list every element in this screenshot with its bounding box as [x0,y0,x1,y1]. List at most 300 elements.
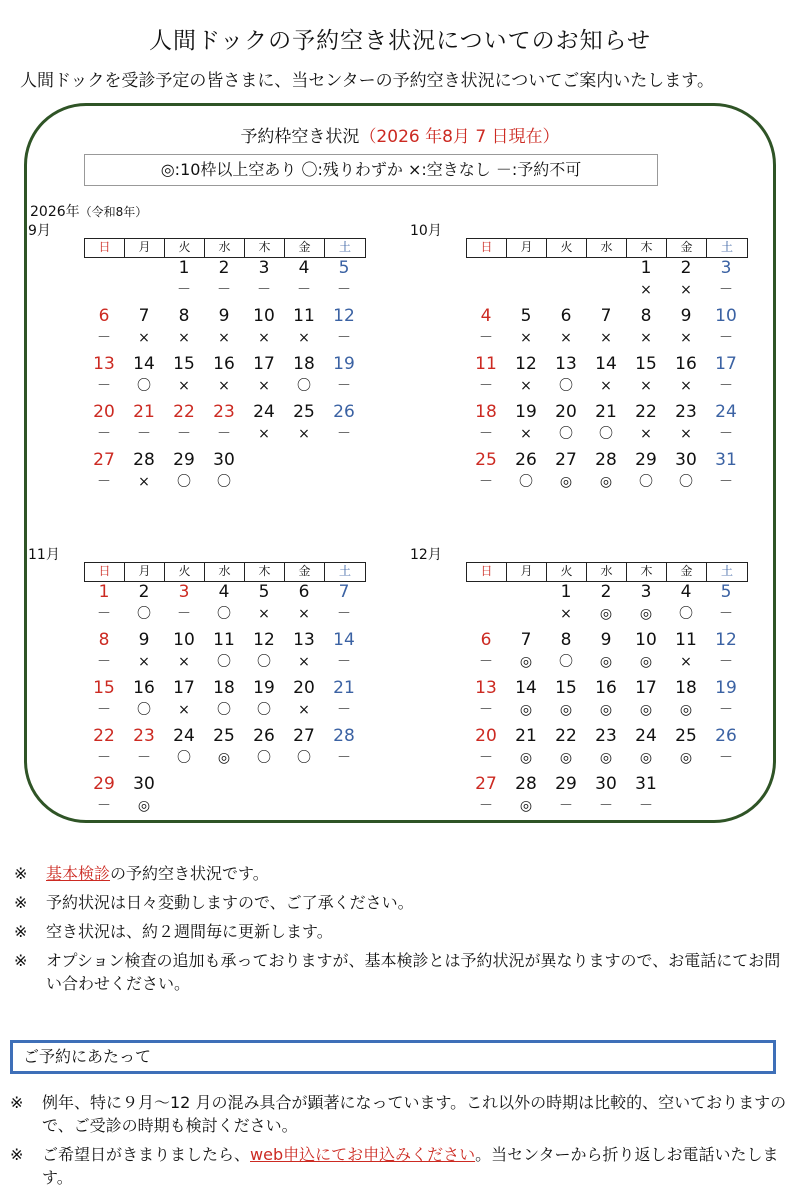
calendar-day [244,258,284,306]
calendar-day [84,354,124,402]
day-number: 15 [635,354,657,374]
day-number: 17 [715,354,737,374]
day-number: 7 [520,630,532,650]
availability-mark: － [479,474,493,490]
calendar-day [706,258,746,306]
day-number: 24 [715,402,737,422]
weekday-header-cell: 木 [627,563,667,581]
calendar-week [84,258,364,306]
day-number: 24 [253,402,275,422]
availability-mark: × [298,426,310,442]
weekday-header-cell: 木 [245,239,285,257]
note-mark: ※ [14,864,28,883]
calendar-day [586,354,626,402]
calendar-day [284,306,324,354]
calendar-day [324,402,364,450]
availability-mark: × [680,426,692,442]
note-text: 空き状況は、約２週間毎に更新します。 [46,922,333,941]
calendar-day [706,726,746,774]
day-number: 18 [675,678,697,698]
calendar-week [84,306,364,354]
day-number: 8 [640,306,652,326]
calendar-day [586,630,626,678]
availability-mark: × [258,426,270,442]
year-label [30,201,147,221]
availability-mark: － [97,654,111,670]
note-text [46,862,269,885]
day-number: 4 [298,258,310,278]
calendar-day [204,582,244,630]
availability-mark: × [600,330,612,346]
calendar-day [666,258,706,306]
calendar-day [244,402,284,450]
calendar-day [626,354,666,402]
calendar-day [666,450,706,498]
calendar-day [84,726,124,774]
calendar-day [586,582,626,630]
calendar-day [626,726,666,774]
day-number: 13 [475,678,497,698]
availability-mark: － [177,282,191,298]
day-number: 3 [258,258,270,278]
day-number: 25 [293,402,315,422]
calendar-empty-cell [324,450,364,498]
calendar-empty-cell [324,774,364,822]
availability-mark: × [520,378,532,394]
calendar-day [506,450,546,498]
day-number: 17 [253,354,275,374]
availability-mark: － [479,798,493,814]
note-mark: ※ [14,951,28,970]
day-number: 24 [635,726,657,746]
calendar-day [244,678,284,726]
calendar-empty-cell [466,258,506,306]
availability-mark: － [177,426,191,442]
day-number: 15 [555,678,577,698]
calendar-week [466,354,746,402]
day-number: 7 [138,306,150,326]
weekday-header-cell: 火 [165,239,205,257]
day-number: 24 [173,726,195,746]
availability-mark: × [178,330,190,346]
calendar-day [586,306,626,354]
calendar-empty-cell [124,258,164,306]
calendar-day [324,630,364,678]
calendar-day [626,306,666,354]
calendar-day [324,678,364,726]
calendar-day [164,678,204,726]
day-number: 8 [98,630,110,650]
day-number: 20 [555,402,577,422]
day-number: 26 [333,402,355,422]
calendar-day [204,450,244,498]
availability-mark: － [337,750,351,766]
availability-mark: × [640,378,652,394]
availability-mark: － [137,750,151,766]
day-number: 30 [213,450,235,470]
calendar-week [84,450,364,498]
day-number: 10 [635,630,657,650]
availability-mark: － [337,702,351,718]
availability-mark: － [719,654,733,670]
calendar-day [546,726,586,774]
availability-mark: 〇 [137,606,151,622]
availability-mark: × [178,702,190,718]
day-number: 21 [595,402,617,422]
note-text: オプション検査の追加も承っておりますが、基本検診とは予約状況が異なりますので、お電話にてお問い合わせください。 [46,951,781,993]
page-title: 人間ドックの予約空き状況についてのお知らせ [149,28,651,54]
day-number: 17 [635,678,657,698]
day-number: 3 [640,582,652,602]
availability-mark: － [719,282,733,298]
calendar-week [466,678,746,726]
calendar-grid [84,258,364,498]
calendar-day [324,582,364,630]
calendar-empty-cell [506,258,546,306]
calendar-day [586,402,626,450]
availability-mark: 〇 [519,474,533,490]
day-number: 28 [515,774,537,794]
day-number: 20 [475,726,497,746]
availability-mark: ◎ [599,702,613,718]
calendar-week [84,402,364,450]
day-number: 31 [635,774,657,794]
availability-mark: － [177,606,191,622]
day-number: 11 [293,306,315,326]
calendar-empty-cell [466,582,506,630]
calendar-day [84,582,124,630]
day-number: 11 [213,630,235,650]
day-number: 18 [475,402,497,422]
day-number: 6 [560,306,572,326]
weekday-header-cell: 日 [467,563,507,581]
weekday-header-cell: 木 [245,563,285,581]
availability-mark: － [257,282,271,298]
status-prefix: 予約枠空き状況 [240,127,360,147]
availability-mark: ◎ [137,798,151,814]
availability-mark: ◎ [639,606,653,622]
availability-mark: － [337,426,351,442]
day-number: 5 [338,258,350,278]
day-number: 18 [213,678,235,698]
day-number: 10 [253,306,275,326]
availability-mark: － [337,378,351,394]
availability-mark: － [639,798,653,814]
availability-mark: × [560,606,572,622]
calendar-week [84,582,364,630]
day-number: 3 [178,582,190,602]
calendar-day [506,630,546,678]
availability-mark: × [298,606,310,622]
weekday-header-cell: 火 [547,563,587,581]
calendar-day [466,774,506,822]
day-number: 29 [635,450,657,470]
calendar-day [84,450,124,498]
month-label: 10月 [410,223,442,239]
calendar-empty-cell [84,258,124,306]
calendar-day [164,258,204,306]
availability-mark: － [97,798,111,814]
basic-checkup-link[interactable]: 基本検診 [46,864,111,883]
calendar-day [244,630,284,678]
availability-mark: － [97,378,111,394]
availability-mark: ◎ [519,702,533,718]
availability-mark: － [337,654,351,670]
day-number: 16 [213,354,235,374]
calendar-empty-cell [546,258,586,306]
calendar-day [204,258,244,306]
weekday-header-cell: 水 [587,563,627,581]
day-number: 16 [675,354,697,374]
day-number: 22 [635,402,657,422]
day-number: 4 [480,306,492,326]
availability-mark: × [680,282,692,298]
note-text [42,1143,795,1189]
day-number: 20 [93,402,115,422]
calendar-grid [466,258,746,498]
availability-mark: ◎ [519,654,533,670]
calendar-day [466,306,506,354]
notes-list [14,862,794,1001]
calendar-day [124,774,164,822]
day-number: 1 [98,582,110,602]
availability-mark: ◎ [519,798,533,814]
day-number: 9 [600,630,612,650]
availability-mark: × [258,330,270,346]
availability-mark: ◎ [679,702,693,718]
availability-mark: ◎ [639,750,653,766]
day-number: 29 [173,450,195,470]
day-number: 5 [520,306,532,326]
availability-mark: × [298,330,310,346]
weekday-header-cell: 金 [667,563,707,581]
calendar-empty-cell [666,774,706,822]
availability-mark: ◎ [559,750,573,766]
day-number: 31 [715,450,737,470]
weekday-header-cell: 月 [125,563,165,581]
calendar-week [84,354,364,402]
calendar-empty-cell [244,774,284,822]
weekday-header-cell: 木 [627,239,667,257]
calendar-day [586,726,626,774]
day-number: 25 [675,726,697,746]
availability-mark: 〇 [559,654,573,670]
day-number: 19 [715,678,737,698]
day-number: 28 [595,450,617,470]
availability-mark: × [520,330,532,346]
availability-mark: 〇 [639,474,653,490]
calendar-day [124,402,164,450]
availability-mark: － [97,702,111,718]
calendar-day [546,630,586,678]
availability-mark: 〇 [257,654,271,670]
calendar-day [124,306,164,354]
day-number: 14 [515,678,537,698]
note-item [14,949,794,995]
calendar-day [244,306,284,354]
day-number: 23 [133,726,155,746]
weekday-header-cell: 土 [720,240,733,254]
availability-mark: － [97,474,111,490]
day-number: 28 [333,726,355,746]
availability-mark: 〇 [599,426,613,442]
weekday-header [466,238,748,258]
availability-mark: － [337,282,351,298]
availability-mark: 〇 [559,378,573,394]
calendar-week [466,306,746,354]
day-number: 14 [333,630,355,650]
note-mark: ※ [10,1145,24,1164]
calendar-day [506,306,546,354]
availability-mark: ◎ [639,654,653,670]
availability-mark: ◎ [639,702,653,718]
availability-mark: × [640,426,652,442]
year-text: 2026年 [30,204,80,220]
day-number: 25 [213,726,235,746]
availability-mark: － [719,426,733,442]
day-number: 13 [293,630,315,650]
calendar-week [466,450,746,498]
calendar-day [84,306,124,354]
day-number: 30 [595,774,617,794]
note-mark: ※ [14,922,28,941]
web-application-link[interactable]: web申込にてお申込みください [250,1145,476,1164]
reservation-notes [10,1091,795,1195]
calendar-day [506,678,546,726]
availability-mark: × [680,330,692,346]
calendar-day [546,354,586,402]
calendar-day [324,306,364,354]
day-number: 4 [218,582,230,602]
day-number: 6 [298,582,310,602]
weekday-header [466,562,748,582]
calendar-day [626,258,666,306]
day-number: 21 [133,402,155,422]
availability-mark: ◎ [559,702,573,718]
day-number: 27 [93,450,115,470]
availability-mark: － [479,654,493,670]
calendar-day [626,582,666,630]
weekday-header-cell: 日 [85,563,125,581]
calendar-day [666,402,706,450]
availability-mark: × [298,654,310,670]
calendar-day [164,582,204,630]
day-number: 2 [138,582,150,602]
day-number: 29 [555,774,577,794]
day-number: 9 [138,630,150,650]
availability-mark: ◎ [599,750,613,766]
calendar-empty-cell [284,774,324,822]
day-number: 2 [680,258,692,278]
day-number: 28 [133,450,155,470]
day-number: 6 [98,306,110,326]
calendar-day [84,630,124,678]
availability-mark: － [719,702,733,718]
calendar-day [666,306,706,354]
weekday-header-cell: 月 [507,239,547,257]
weekday-header-cell: 水 [205,239,245,257]
calendar-day [204,354,244,402]
availability-mark: 〇 [217,474,231,490]
note-text: 例年、特に９月～12 月の混み具合が顕著になっています。これ以外の時期は比較的、空いておりますので、ご受診の時期も検討ください。 [42,1093,787,1135]
calendar-day [84,402,124,450]
note-text-rest: の予約空き状況です。 [110,864,269,883]
calendar-day [626,774,666,822]
availability-mark: － [217,426,231,442]
availability-mark: － [97,426,111,442]
calendar-day [506,402,546,450]
calendar-day [164,450,204,498]
availability-mark: × [138,654,150,670]
calendar-grid [84,582,364,822]
calendar-empty-cell [586,258,626,306]
day-number: 10 [715,306,737,326]
calendar-day [84,774,124,822]
calendar-day [164,402,204,450]
day-number: 12 [515,354,537,374]
weekday-header-cell: 土 [338,240,351,254]
day-number: 15 [93,678,115,698]
note-text: 予約状況は日々変動しますので、ご了承ください。 [46,893,414,912]
calendar-day [284,354,324,402]
day-number: 9 [218,306,230,326]
day-number: 23 [213,402,235,422]
day-number: 12 [333,306,355,326]
availability-mark: × [600,378,612,394]
weekday-header-cell: 火 [547,239,587,257]
availability-mark: － [719,606,733,622]
calendar-day [706,450,746,498]
day-number: 19 [515,402,537,422]
availability-mark: ◎ [217,750,231,766]
day-number: 14 [133,354,155,374]
calendar-day [124,726,164,774]
calendar-day [244,354,284,402]
month-label: 12月 [410,547,442,563]
day-number: 1 [560,582,572,602]
calendar-day [164,630,204,678]
availability-mark: － [719,378,733,394]
weekday-header [84,562,366,582]
availability-mark: － [479,378,493,394]
day-number: 17 [173,678,195,698]
era-text: （令和8年） [79,205,148,219]
calendar-day [626,450,666,498]
day-number: 21 [333,678,355,698]
calendar-day [324,354,364,402]
calendar-day [546,306,586,354]
calendar-day [706,630,746,678]
month-label: 11月 [28,547,60,563]
availability-mark: － [479,702,493,718]
day-number: 5 [720,582,732,602]
calendar-day [706,306,746,354]
weekday-header-cell: 月 [507,563,547,581]
day-number: 14 [595,354,617,374]
calendar-empty-cell [506,582,546,630]
calendar-day [706,402,746,450]
availability-mark: × [178,378,190,394]
availability-mark: × [640,282,652,298]
weekday-header-cell: 金 [285,563,325,581]
calendar-day [84,678,124,726]
calendar-empty-cell [284,450,324,498]
calendar-day [324,726,364,774]
availability-mark: × [178,654,190,670]
availability-mark: × [640,330,652,346]
status-title [0,122,800,147]
day-number: 12 [715,630,737,650]
